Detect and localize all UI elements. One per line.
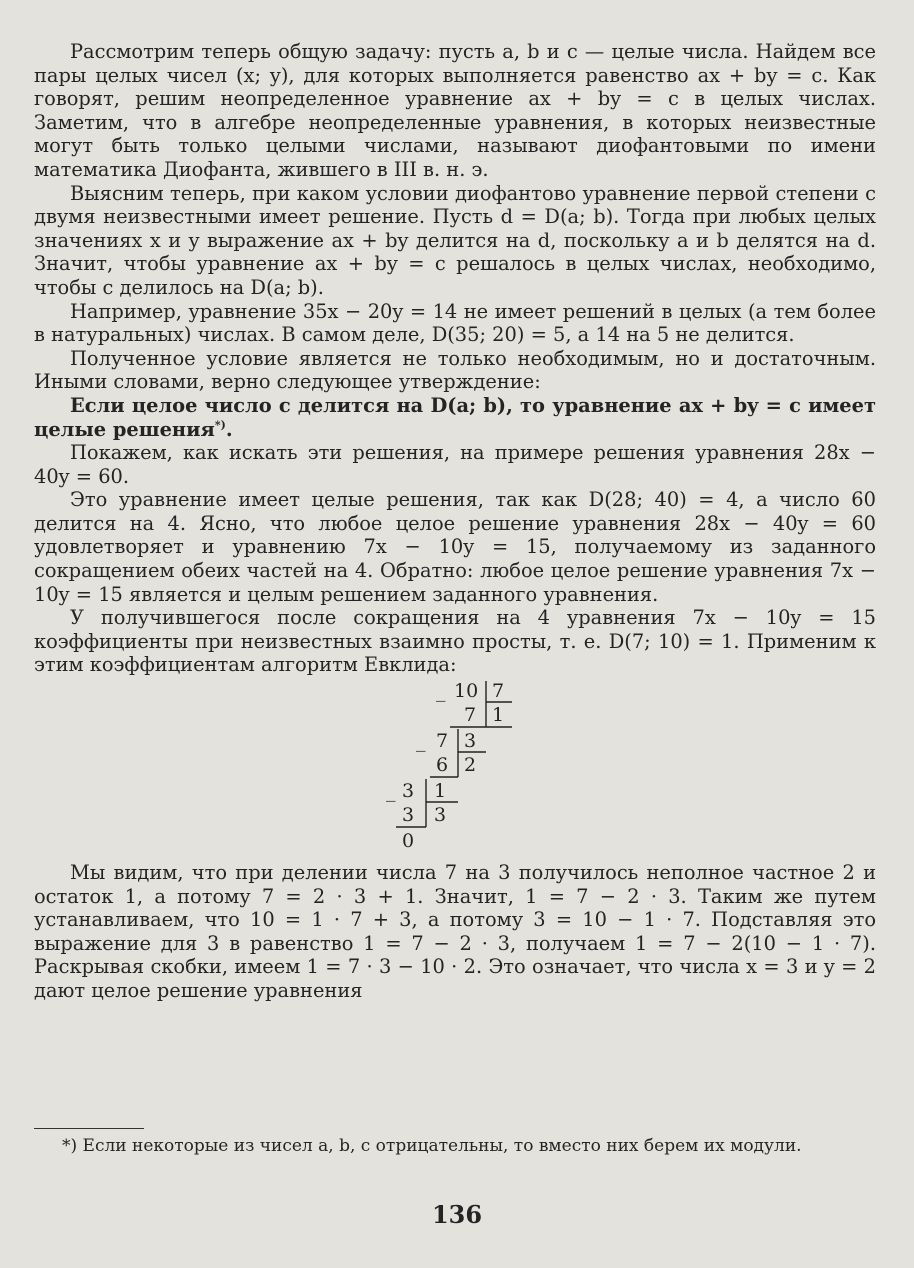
euclid-algorithm — [34, 677, 876, 861]
euclid-minus-3: _ — [386, 780, 396, 803]
euclid-dividend-1: 10 — [454, 680, 479, 703]
theorem-text: Если целое число c делится на D(a; b), то уравнение ax + by = c имеет целые решения — [34, 393, 876, 441]
theorem-statement — [34, 394, 876, 441]
paragraph-8: Мы видим, что при делении числа 7 на 3 получилось неполное частное 2 и остаток 1, а потому 7 = 2 · 3 + 1. Значит, 1 = 7 − 2 · 3. Таким же путем устанавливаем, что 10 = 1 · 7 + 3, а потому 3 = 10 − 1 · 7. Подставляя это выражение для 3 в равенство 1 = 7 − 2 · 3, получаем 1 = 7 − 2(10 − 1 · 7). Раскрывая скобки, имеем 1 = 7 · 3 − 10 · 2. Это означает, что числа x = 3 и y = 2 дают целое решение уравнения — [34, 861, 876, 1002]
paragraph-2: Выясним теперь, при каком условии диофантово уравнение первой степени с двумя неизвестными имеет решение. Пусть d = D(a; b). Тогда при любых целых значениях x и y выражение ax + by делится на d, поскольку a и b делятся на d. Значит, чтобы уравнение ax + by = c решалось в целых числах, необходимо, чтобы c делилось на D(a; b). — [34, 181, 876, 299]
euclid-product-1: 7 — [464, 704, 477, 727]
euclid-quotient-2: 2 — [464, 754, 477, 777]
paragraph-7: У получившегося после сокращения на 4 уравнения 7x − 10y = 15 коэффициенты при неизвестных взаимно просты, т. е. D(7; 10) = 1. Применим к этим коэффициентам алгоритм Евклида: — [34, 606, 876, 677]
page-number: 136 — [431, 1200, 483, 1229]
paragraph-1: Рассмотрим теперь общую задачу: пусть a, b и c — целые числа. Найдем все пары целых чисел (x; y), для которых выполняется равенство ax + by = c. Как говорят, решим неопределенное уравнение ax + by = c в целых числах. Заметим, что в алгебре неопределенные уравнения, в которых неизвестные могут быть только целыми числами, называют диофантовыми по имени математика Диофанта, жившего в III в. н. э. — [34, 40, 876, 181]
euclid-dividend-2: 7 — [436, 730, 449, 753]
paragraph-5: Покажем, как искать эти решения, на примере решения уравнения 28x − 40y = 60. — [34, 441, 876, 488]
euclid-minus-1: _ — [436, 680, 446, 703]
paragraph-6: Это уравнение имеет целые решения, так как D(28; 40) = 4, а число 60 делится на 4. Ясно, что любое целое решение уравнения 28x − 40y = 60 удовлетворяет и уравнению 7x − 10y = 15, получаемому из заданного сокращением обеих частей на 4. Обратно: любое целое решение уравнения 7x − 10y = 15 является и целым решением заданного уравнения. — [34, 488, 876, 606]
footnote-mark: *) — [214, 418, 226, 432]
footnote-text: *) Если некоторые из чисел a, b, c отрицательны, то вместо них берем их модули. — [62, 1136, 802, 1156]
euclid-quotient-3: 3 — [434, 804, 447, 827]
paragraph-3: Например, уравнение 35x − 20y = 14 не имеет решений в целых (а тем более в натуральных) числах. В самом деле, D(35; 20) = 5, а 14 на 5 не делится. — [34, 299, 876, 347]
euclid-minus-2: _ — [416, 730, 426, 753]
main-text — [34, 40, 876, 1003]
euclid-division-diagram — [34, 677, 876, 861]
euclid-dividend-3: 3 — [402, 780, 415, 803]
footnote-divider — [34, 1128, 144, 1129]
euclid-remainder: 0 — [402, 830, 415, 853]
euclid-product-2: 6 — [436, 754, 449, 777]
paragraph-4: Полученное условие является не только необходимым, но и достаточным. Иными словами, верно следующее утверждение: — [34, 346, 876, 394]
footnote — [34, 1135, 876, 1158]
euclid-quotient-1: 1 — [492, 704, 505, 727]
euclid-product-3: 3 — [402, 804, 415, 827]
euclid-divisor-2: 3 — [464, 730, 477, 753]
theorem-end: . — [225, 417, 233, 441]
euclid-divisor-1: 7 — [492, 680, 505, 703]
euclid-divisor-3: 1 — [434, 780, 447, 803]
